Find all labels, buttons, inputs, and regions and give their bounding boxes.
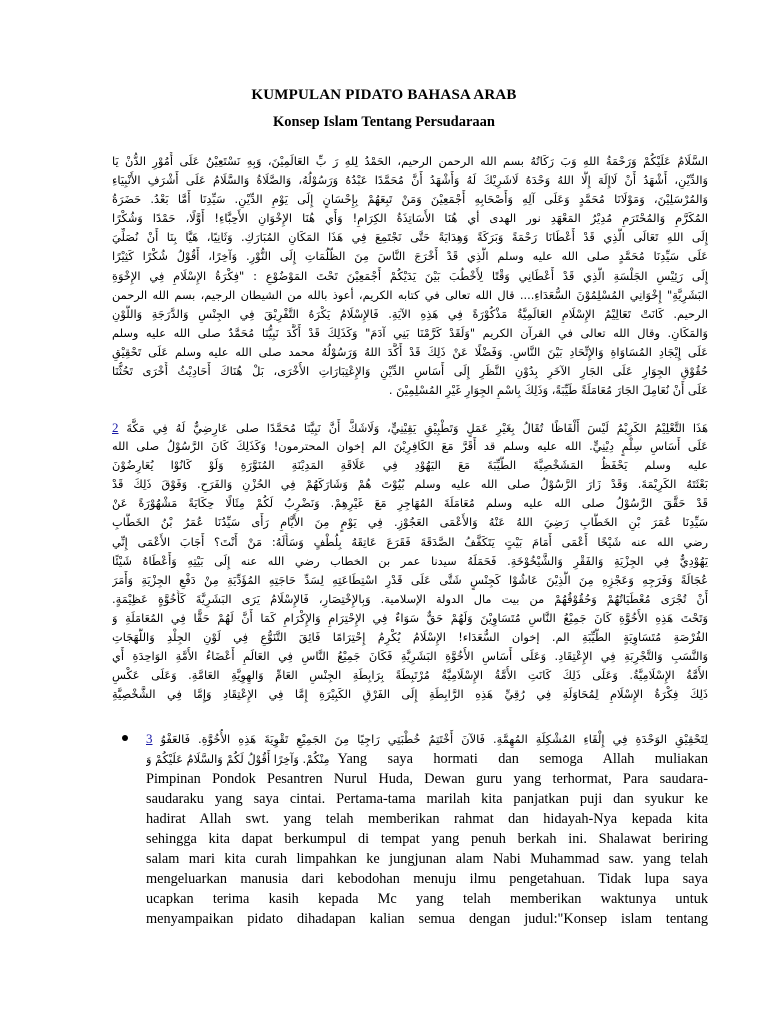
- text-line: وَالنَّسَبِ وَالتَّجْرِبَةِ فِي الإِعْتِقَادِ. وَعَلَى أَسَاسِ الأُخُوَّةِ البَشَرِيَّةِ فَكَانَ جَمِيْعُ النَّاسِ فِي العَالَمِ أَعْضَاءُ الأُمَّةِ الوَاحِدَةِ أَي: [112, 649, 708, 664]
- bullet-item-body: [146, 729, 708, 929]
- footnote-link-3[interactable]: 3: [146, 731, 153, 746]
- text-line: عَلَى أَنْ نُعَامِلَ الجَارَ مُعَامَلَةً طَيِّبَةً، وَذَلِكَ بِاسْمِ الجِوَارِ غَيْرِ المُسْلِمِيْنَ .: [388, 383, 708, 398]
- arabic-paragraph-body: [112, 418, 708, 704]
- text-line: قَدْ حَقَّقَ الرَّسُوْلُ صلى الله عليه وسلم مُعَامَلَةَ المُهَاجِرِ مَعَ غَيْرِهِمْ. وَنَضْرِبُ لَكُمْ مِثَالًا حِكَايَةً مَشْهُوْرَةً عَنْ: [112, 496, 708, 511]
- text-line: الرحيم. كَانَتْ تَعَالِيْمُ الإِسْلَامِ العَالَمِيَّةُ مَذْكُوْرَةً فِي هَذِهِ الآيَةِ. فَالإِسْلَامُ يَكْرَهُ التَّفْرِيْقَ فِي الجِنْسِ وَالدَّرَجَةِ وَاللَّوْنِ: [112, 306, 708, 321]
- text-line: Pimpinan Pondok Pesantren Nurul Huda, Dewan guru yang terhormat, Para saudara-: [146, 771, 708, 787]
- text-line: menyampaikan pidato dihadapan kalian semua dengan judul:"Konsep islam tentang: [146, 911, 708, 927]
- text-line: mengeluarkan manusia dari kebodohan menuju ilmu pengetahuan. Tidak lupa saya: [146, 871, 708, 887]
- text-line: هَذَا التَّعْلِيْمُ الكَرِيْمُ لَيْسَ أَلْفَاظًا تُقَالُ بِغَيْرِ عَمَلٍ وَتَطْبِيْقٍ يَقِيْنِيٍّ، وَلَاشَكَّ أَنَّ نَبِيَّنَا مُحَمَّدًا صلى عَارِضِيٌّ لَهُ فِي مَكَّةَ: [126, 421, 708, 435]
- text-line: سَيِّدِنَا عُمَرَ بْنِ الخَطَّابِ رَضِيَ اللهُ عَنْهُ وَالأَعْمَى العَجُوْزِ. فِي يَوْمٍ مِنَ الأَيَّامِ رَأَى سَيِّدُنَا عُمَرُ بْنُ الخَطَّابِ: [112, 515, 708, 530]
- text-line: ذَلِكَ فِكْرَةُ الإِسْلَامِ لِمُحَاوَلَةِ فِي رُقِيِّ هَذِهِ الرَّابِطَةِ إِلَى الفَرْقِ الكَبِيْرَةِ إِمَّا فِي الإِعْتِقَادِ وَإِمَّا فِي الشَّخْصِيَّةِ: [112, 687, 708, 702]
- document-title: KUMPULAN PIDATO BAHASA ARAB: [251, 87, 517, 103]
- text-line: الأُمَّةُ الإِسْلَامِيَّةُ. وَعَلَى ذَلِكَ كَانَتِ الأُمَّةُ الإِسْلَامِيَّةُ مُرْتَبِطَةً بِرَابِطَةِ الجِنْسِ العَامِّ وَالهِوِيَّةِ العَامَّةِ. وَعَلَى عَكْسِ: [112, 668, 708, 683]
- text-line: حُقُوْقِ الجِوَارِ عَلَى الجَارِ الآخَرِ بِدُوْنِ النَّظَرِ إِلَى أَسَاسِ الدِّيْنِ وَالإِعْتِبَارَاتِ الأُخْرَى، بَلْ هُنَاكَ أَحَادِيْثُ أُخْرَى تَحُثُّنَا: [112, 364, 708, 379]
- text-line: عَلَى إِيْجَادِ المُسَاوَاةِ وَالإِتِّحَادِ بَيْنَ النَّاسِ. وَفَضْلًا عَنْ ذَلِكَ قَدْ أَكَّدَ اللهُ وَرَسُوْلُهُ محمد صلى الله عليه وسلم عَلَى تَحْقِيْقِ: [112, 344, 708, 359]
- text-line: المُكَرَّمِ وَالمُحْتَرَمِ مُدِيْرُ المَعْهَدِ نور الهدى أي هُنَا الأَسَاتِذَةُ الكِرَامِ! وَأَي هُنَا الإِخْوَانِ الأَحِبَّاءِ! أَوَّلًا، حَمْدًا وَشُكْرًا: [112, 211, 708, 226]
- text-line: لِتَحْقِيْقِ الوَحْدَةِ فِي إِلْقَاءِ المُشْكِلَةِ المُهِمَّةِ. فَالآنَ أَخْتَتِمُ خُطْبَتِي رَاجِيًا مِنَ الجَمِيْعِ تَقْوِيَةَ هَذِهِ الأُخُوَّةِ. فَالعَفْوُ: [160, 732, 708, 746]
- text-line: وَالدِّيْنِ، أَشْهَدُ أَنْ لَاإِلَهَ إِلَّا اللهُ وَحْدَهُ لَاشَرِيْكَ لَهُ وَأَشْهَدُ أَنَّ مُحَمَّدًا عَبْدُهُ وَرَسُوْلُهُ، وَالصَّلَاةُ وَالسَّلَامُ عَلَى أَشْرَفِ الأَنْبِيَاءِ: [112, 173, 708, 188]
- text-line: وَالمُرْسَلِيْنَ، وَمَوْلَانَا مُحَمَّدٍ وَعَلَى آلِهِ وَأَصْحَابِهِ أَجْمَعِيْنَ وَمَنْ تَبِعَهُمْ بِإِحْسَانٍ إِلَى يَوْمِ الدِّيْنِ. سَيِّدِنَا أَمَّا بَعْدُ. حَضَرَةُ: [112, 192, 708, 207]
- mixed-language-line: [146, 749, 708, 769]
- document-subtitle: Konsep Islam Tentang Persudaraan: [273, 114, 495, 130]
- text-line: وَالمَكَانِ. وقال الله تعالى في القرآن الكريم "وَلَقَدْ كَرَّمْنَا بَنِي آدَمَ" وَكَذَلِكَ قَدْ أَكَّدَ نَبِيُّنَا مُحَمَّدٌ صلى الله عليه وسلم: [112, 325, 708, 340]
- text-line: salam mari kita curah limpahkan ke jungjunan alam Nabi Muhammad saw. yang telah: [146, 851, 708, 867]
- text-line: بَعْثَتَهُ الكَرِيْمَةَ. وَقَدْ زَارَ الرَّسُوْلُ صلى الله عليه وسلم بُيُوْتَ هُمْ وَشَارَكَهُمْ فِي الحُزْنِ وَالفَرَحِ. وَفَوْقَ ذَلِكَ قَدْ: [112, 477, 708, 492]
- text-line: saudaraku yang saya cintai. Pertama-tama marilah kita panjatkan puji dan syukur ke: [146, 791, 708, 807]
- text-line: رضي الله عنه شَيْخًا أَعْمَى أَمَامَ بَيْتٍ يَتَكَفَّفُ الصَّدَقَةَ فَقَرَعَ عَاتِقَهُ بِلُطْفٍ وَسَأَلَهُ: مَنْ أَنْتَ؟ أَجَابَ الأَعْمَى إِنِّي: [112, 534, 708, 549]
- text-line: وَتَحْتَ هَذِهِ الأُخُوَّةِ كَانَ جَمِيْعُ النَّاسِ مُتَسَاوِيْنَ وَلَهُمْ حَقٌّ سَوَاءٌ فِي الإِحْتِرَامِ وَالإِكْرَامِ كَمَا أَنَّ لَهُمْ حَقًّا فِي المُعَامَلَةِ وَ: [112, 610, 708, 625]
- text-line-with-footnote: [146, 729, 708, 749]
- text-line: إِلَى رَئِيْسِ الجَلْسَةِ الَّذِي قَدْ أَعْطَانِي وَقْتًا لِأَخْطُبَ بَيْنَ يَدَيْكُمْ أَجْمَعِيْنَ تَحْتَ المَوْضُوْعِ : "فِكْرَةُ الإِسْلَامِ فِي الإِخْوَةِ: [112, 268, 708, 283]
- text-line: إِلَى اللهِ تَعَالَى الَّذِي قَدْ أَعْطَانَا رَحْمَةً وَبَرَكَةً وَهِدَايَةً حَتَّى نَجْتَمِعَ فِي هَذَا المَكَانِ المُبَارَكِ. وَثَانِيًا، هَيَّا بِنَا أَنْ نُصَلِّيَ: [112, 230, 708, 245]
- text-line: عُجَالَةً وَفَرَجِهِ وَعَجْزِهِ مِنَ الَّذِيْنَ عَاشُوْا كَجِنْسٍ شَتَّى عَلَى قَدْرِ اسْتِطَاعَتِهِ لِسَدِّ حَاجَتِهِ المُؤَدِّيَةِ مِنْ دَفْعِ الجِزْيَةِ وَأَمَرَ: [112, 572, 708, 587]
- text-line: أَنْ تُجْرَى مُعْطَيَاتُهُمْ وَحُقُوْقُهُمْ من بيت مال الدولة الإسلامية. وَبِالإِخْتِصَارِ، فَالإِسْلَامُ يَرَى البَشَرِيَّةَ كَأُخُوَّةٍ عَظِيْمَةٍ.: [112, 591, 708, 606]
- footnote-link-2[interactable]: 2: [112, 420, 119, 435]
- text-line: يَهُوْدِيٌّ فِي الجِزْيَةِ وَالفَقْرِ وَالشَّيْخُوْخَةِ. فَحَمَلَهُ سيدنا عمر بن الخطاب رضي الله عنه إِلَى بَيْتِهِ وَأَعْطَاهُ شَيْئًا: [112, 553, 708, 568]
- text-line: البَشَرِيَّةِ" إِخْوَانِي المُسْلِمُوْنَ السُّعَدَاءِ.... قال الله تعالى في كتابه الكريم، أعوذ بالله من الشيطان الرجيم، بسم الله الرحمن: [112, 287, 708, 302]
- text-line: عليه وسلم يَحْفَظُ المَشَخْصِيَّةَ الطَّيِّبَةَ مَعَ اليَهُوْدِ فِي عَلَاقَةِ المَدِيْنَةِ المُنَوَّرَةِ وَلَوْ كَانُوْا يُعَارِضُوْنَ: [112, 458, 708, 473]
- text-line: الفُرْصَةِ مُتَسَاوِيَةٍ الطَّيِّبَةِ الم. إخوان السُّعَدَاء! الإِسْلَامُ يُكْرِمُ إِحْتِرَامًا فَائِقَ التَّنَوُّعِ فِي لَوْنِ الجِلْدِ وَاللَّهَجَاتِ: [112, 630, 708, 645]
- text-line: sehingga kita dapat berkumpul di tempat yang penuh berkah ini. Shalawat beriring: [146, 831, 708, 847]
- indonesian-opening-fragment: Yang saya hormati dan semoga Allah muliakan: [337, 751, 708, 767]
- text-line: عَلَى سَيِّدِنَا مُحَمَّدٍ صلى الله عليه وسلم الَّذِي قَدْ أَخْرَجَ النَّاسَ مِنَ الظُّلُمَاتِ إِلَى النُّوْرِ. وَآخِرًا، أَقُوْلُ شُكْرًا كَثِيْرًا: [112, 249, 708, 264]
- text-line-with-footnote: [112, 418, 708, 437]
- text-line: عَلَى أَسَاسِ سِلْمٍ دِيْنِيٍّ. الله عليه وسلم قد أَقَرَّ مَعَ الكَافِرِيْنَ الم إخوان المحترمون! وَكَذَلِكَ كَانَ الرَّسُوْلُ صلى الله: [112, 439, 708, 454]
- text-line: hadirat Allah swt. yang telah memberikan rahmat dan hidayah-Nya kepada kita: [146, 811, 708, 827]
- text-line: ucapkan terima kasih kepada Mc yang telah memberikan waktunya untuk: [146, 891, 708, 907]
- arabic-closing-fragment: مِنْكُمْ. وَآخِرًا أَقُوْلُ لَكُمْ وَالسَّلَامُ عَلَيْكُمْ وَ: [146, 752, 330, 766]
- text-line: السَّلَامُ عَلَيْكُمْ وَرَحْمَةُ اللهِ وَبَ رَكَاتُهُ بسم الله الرحمن الرحيم، الحَمْدُ لِلهِ رَ بِّ العَالَمِيْنَ، وَبِهِ نَسْتَعِيْنُ عَلَى أُمُوْرِ الدُّنْ يَا: [112, 154, 708, 168]
- arabic-paragraph-opening: [112, 152, 708, 400]
- bullet-icon: [122, 735, 128, 741]
